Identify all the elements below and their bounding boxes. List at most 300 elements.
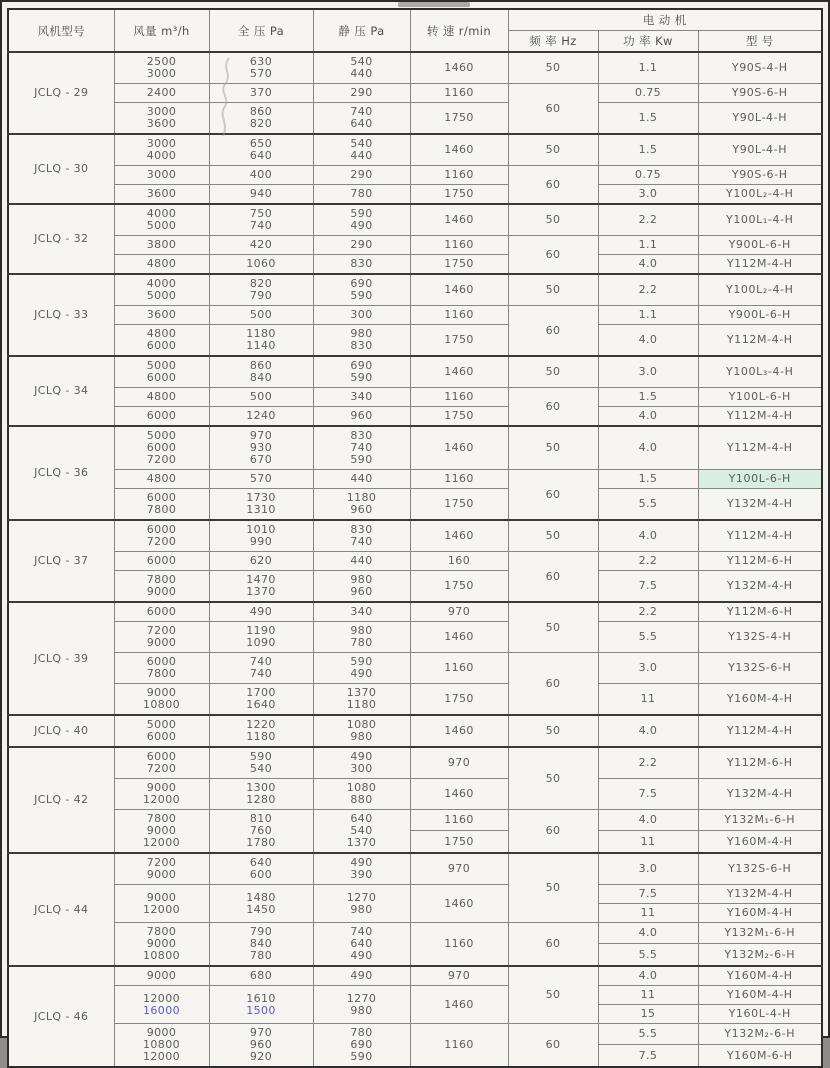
static-pressure-cell-value: 540 [350,824,373,837]
static-pressure-cell-value: 390 [350,868,373,881]
total-pressure-cell-value: 1300 [246,781,276,794]
static-pressure-cell-value: 1370 [346,686,377,699]
total-pressure-cell-value: 1010 [246,523,276,536]
air-volume-cell-value: 6000 [146,441,177,454]
total-pressure-cell-value: 590 [249,750,273,763]
speed-cell: 1460 [410,274,508,306]
motor-model-cell: Y112M-4-H [698,426,822,470]
air-volume-cell-value: 7800 [146,812,177,825]
power-cell: 2.2 [598,602,698,622]
static-pressure-cell-value: 980 [350,730,373,743]
total-pressure-cell [209,684,313,716]
total-pressure-cell-value: 1090 [246,636,276,649]
speed-cell: 1750 [410,571,508,603]
frequency-cell: 50 [508,134,598,166]
total-pressure-cell-value: 570 [249,67,273,80]
total-pressure-cell-value: 420 [249,238,273,251]
motor-model-cell: Y100L-6-H [698,388,822,407]
motor-model-cell: Y112M-4-H [698,407,822,427]
total-pressure-cell [209,274,313,306]
speed-cell: 970 [410,966,508,986]
total-pressure-cell-value: 680 [249,969,273,982]
power-cell: 7.5 [598,779,698,810]
motor-model-cell: Y90L-4-H [698,134,822,166]
power-cell: 11 [598,904,698,923]
speed-cell: 1750 [410,185,508,205]
static-pressure-cell-value: 590 [350,655,373,668]
total-pressure-cell-value: 400 [249,168,273,181]
total-pressure-cell-value: 840 [249,937,273,950]
static-pressure-cell [313,426,410,470]
static-pressure-cell-value: 980 [350,327,373,340]
motor-model-cell: Y160M-4-H [698,904,822,923]
air-volume-cell-value: 7800 [146,925,177,938]
air-volume-cell-value: 10800 [143,698,180,711]
motor-model-cell: Y132S-6-H [698,853,822,885]
total-pressure-cell-value: 630 [249,55,273,68]
air-volume-cell [114,388,209,407]
power-cell: 4.0 [598,923,698,944]
motor-model-cell: Y112M-4-H [698,520,822,552]
static-pressure-cell-value: 1370 [346,836,377,849]
power-cell: 15 [598,1005,698,1024]
static-pressure-cell-value: 590 [350,371,373,384]
static-pressure-cell-value: 300 [350,308,373,321]
power-cell: 1.5 [598,134,698,166]
air-volume-cell-value: 9000 [146,1026,177,1039]
speed-cell: 970 [410,747,508,779]
air-volume-cell-value: 5000 [146,219,177,232]
power-cell: 7.5 [598,1045,698,1067]
static-pressure-cell-value: 640 [350,117,373,130]
static-pressure-cell-value: 490 [350,949,373,962]
total-pressure-cell [209,204,313,236]
air-volume-cell-value: 12000 [143,793,180,806]
air-volume-cell [114,684,209,716]
air-volume-cell [114,185,209,205]
total-pressure-cell-value: 750 [249,207,273,220]
air-volume-cell-value: 12000 [143,902,180,916]
air-volume-cell [114,52,209,84]
frequency-cell: 50 [508,602,598,653]
power-cell: 5.5 [598,622,698,653]
power-cell: 3.0 [598,356,698,388]
total-pressure-cell [209,185,313,205]
speed-cell: 1160 [410,236,508,255]
power-cell: 4.0 [598,407,698,427]
static-pressure-cell [313,134,410,166]
total-pressure-cell-value: 500 [249,390,273,403]
motor-model-cell: Y90S-6-H [698,84,822,103]
power-cell: 1.5 [598,103,698,135]
total-pressure-cell-value: 860 [249,359,273,372]
motor-model-cell: Y900L-6-H [698,236,822,255]
speed-cell: 1750 [410,325,508,357]
power-cell: 1.1 [598,306,698,325]
static-pressure-cell [313,52,410,84]
air-volume-cell [114,407,209,427]
frequency-cell: 60 [508,470,598,521]
power-cell: 4.0 [598,255,698,275]
frequency-cell: 50 [508,356,598,388]
static-pressure-cell [313,103,410,135]
frequency-cell: 50 [508,204,598,236]
frequency-cell: 60 [508,653,598,716]
total-pressure-cell [209,810,313,854]
motor-model-cell: Y112M-4-H [698,255,822,275]
fan-model-cell: JCLQ - 39 [8,602,114,715]
frequency-cell: 50 [508,747,598,810]
motor-model-cell: Y160M-6-H [698,1045,822,1067]
speed-cell: 1750 [410,103,508,135]
frequency-cell: 50 [508,426,598,470]
power-cell: 1.1 [598,236,698,255]
speed-cell: 1160 [410,470,508,489]
total-pressure-cell-value: 600 [249,868,273,881]
air-volume-cell-value: 9000 [146,937,177,950]
static-pressure-cell-value: 960 [350,503,373,516]
air-volume-cell-value: 7800 [146,503,177,516]
static-pressure-cell-value: 640 [350,812,373,825]
motor-model-cell: Y100L₁-4-H [698,204,822,236]
static-pressure-cell [313,388,410,407]
frequency-cell: 60 [508,84,598,135]
total-pressure-cell-value: 1140 [246,339,276,352]
total-pressure-cell-value: 1470 [246,573,276,586]
fan-model-cell: JCLQ - 37 [8,520,114,602]
total-pressure-cell-value: 640 [249,856,273,869]
static-pressure-cell-value: 960 [350,409,373,422]
static-pressure-cell [313,923,410,967]
power-cell: 1.5 [598,388,698,407]
total-pressure-cell-value: 840 [249,371,273,384]
total-pressure-cell-value: 960 [249,1038,273,1051]
total-pressure-cell [209,489,313,521]
static-pressure-cell-value: 740 [350,441,373,454]
static-pressure-cell [313,185,410,205]
power-cell: 7.5 [598,885,698,904]
motor-model-cell: Y112M-6-H [698,747,822,779]
static-pressure-cell-value: 690 [350,359,373,372]
total-pressure-cell-value: 820 [249,277,273,290]
static-pressure-cell-value: 290 [350,168,373,181]
air-volume-cell [114,426,209,470]
motor-model-cell: Y132M₁-6-H [698,810,822,831]
speed-cell: 1460 [410,986,508,1024]
air-volume-cell-value: 16000 [143,1003,180,1017]
total-pressure-cell [209,52,313,84]
total-pressure-cell [209,236,313,255]
power-cell: 3.0 [598,653,698,684]
power-cell: 5.5 [598,944,698,966]
air-volume-cell [114,84,209,103]
power-cell: 4.0 [598,715,698,747]
air-volume-cell [114,715,209,747]
air-volume-cell-value: 4800 [146,257,177,270]
speed-cell: 1160 [410,653,508,684]
static-pressure-cell [313,885,410,923]
frequency-cell: 50 [508,966,598,1024]
total-pressure-cell [209,779,313,810]
air-volume-cell [114,885,209,923]
static-pressure-cell [313,274,410,306]
speed-cell: 1460 [410,779,508,810]
air-volume-cell-value: 4800 [146,472,177,485]
motor-model-cell: Y160M-4-H [698,684,822,716]
static-pressure-cell [313,325,410,357]
static-pressure-cell-value: 300 [350,762,373,775]
static-pressure-cell-value: 440 [350,554,373,567]
total-pressure-cell-value: 640 [249,149,273,162]
air-volume-cell-value: 5000 [146,289,177,302]
air-volume-cell-value: 3600 [146,187,177,200]
frequency-cell: 60 [508,388,598,427]
static-pressure-cell [313,255,410,275]
header-speed: 转 速 r/min [410,9,508,52]
frequency-cell: 60 [508,1024,598,1068]
total-pressure-cell-value: 1240 [246,409,276,422]
motor-model-cell: Y132M-4-H [698,571,822,603]
motor-model-cell: Y132M-4-H [698,779,822,810]
static-pressure-cell-value: 690 [350,277,373,290]
static-pressure-cell-value: 980 [350,902,373,916]
header-motor: 电 动 机 [508,9,822,31]
total-pressure-cell [209,426,313,470]
static-pressure-cell [313,1024,410,1068]
static-pressure-cell-value: 340 [350,605,373,618]
total-pressure-cell [209,520,313,552]
static-pressure-cell-value: 490 [350,750,373,763]
total-pressure-cell [209,1024,313,1068]
speed-cell: 970 [410,602,508,622]
total-pressure-cell-value: 1180 [246,327,276,340]
total-pressure-cell-value: 790 [249,289,273,302]
motor-model-cell: Y132M₂-6-H [698,944,822,966]
power-cell: 3.0 [598,853,698,885]
total-pressure-cell-value: 990 [249,535,273,548]
static-pressure-cell-value: 290 [350,238,373,251]
power-cell: 4.0 [598,325,698,357]
frequency-cell: 50 [508,52,598,84]
frequency-cell: 60 [508,306,598,357]
frequency-cell: 60 [508,810,598,854]
speed-cell: 1750 [410,831,508,853]
header-fan-model: 风机型号 [8,9,114,52]
static-pressure-cell-value: 290 [350,86,373,99]
static-pressure-cell-value: 780 [350,1026,373,1039]
air-volume-cell-value: 6000 [146,491,177,504]
air-volume-cell-value: 10800 [143,1038,180,1051]
air-volume-cell [114,653,209,684]
frequency-cell: 50 [508,520,598,552]
speed-cell: 1750 [410,407,508,427]
air-volume-cell [114,306,209,325]
air-volume-cell [114,986,209,1024]
header-power: 功 率 Kw [598,31,698,53]
speed-cell: 1460 [410,134,508,166]
total-pressure-cell-value: 1060 [246,257,276,270]
total-pressure-cell [209,986,313,1024]
total-pressure-cell-value: 1190 [246,624,276,637]
frequency-cell: 60 [508,166,598,205]
static-pressure-cell-value: 830 [350,523,373,536]
static-pressure-cell-value: 640 [350,937,373,950]
motor-model-cell: Y90L-4-H [698,103,822,135]
static-pressure-cell [313,747,410,779]
power-cell: 3.0 [598,185,698,205]
air-volume-cell [114,103,209,135]
fan-model-cell: JCLQ - 40 [8,715,114,747]
total-pressure-cell [209,853,313,885]
speed-cell: 1750 [410,255,508,275]
air-volume-cell-value: 7200 [146,535,177,548]
air-volume-cell-value: 6000 [146,554,177,567]
total-pressure-cell-value: 940 [249,187,273,200]
static-pressure-cell-value: 590 [350,453,373,466]
total-pressure-cell [209,552,313,571]
total-pressure-cell [209,747,313,779]
speed-cell: 1460 [410,715,508,747]
static-pressure-cell-value: 540 [350,55,373,68]
total-pressure-cell-value: 1700 [246,686,276,699]
total-pressure-cell [209,923,313,967]
frequency-cell: 50 [508,715,598,747]
scan-smudge-artifact [398,2,470,7]
power-cell: 11 [598,684,698,716]
static-pressure-cell [313,779,410,810]
total-pressure-cell-value: 650 [249,137,273,150]
frequency-cell: 60 [508,552,598,603]
static-pressure-cell-value: 740 [350,105,373,118]
air-volume-cell-value: 9000 [146,686,177,699]
motor-model-cell: Y160M-4-H [698,966,822,986]
total-pressure-cell-value: 540 [249,762,273,775]
static-pressure-cell-value: 340 [350,390,373,403]
motor-model-cell: Y132S-6-H [698,653,822,684]
air-volume-cell [114,810,209,854]
air-volume-cell-value: 6000 [146,409,177,422]
total-pressure-cell-value: 780 [249,949,273,962]
frequency-cell: 60 [508,236,598,275]
power-cell: 7.5 [598,571,698,603]
total-pressure-cell-value: 500 [249,308,273,321]
header-total-pressure: 全 压 Pa [209,9,313,52]
static-pressure-cell [313,571,410,603]
air-volume-cell-value: 3000 [146,168,177,181]
total-pressure-cell-value: 920 [249,1050,273,1063]
static-pressure-cell-value: 980 [350,624,373,637]
motor-model-cell: Y132M₁-6-H [698,923,822,944]
static-pressure-cell-value: 1180 [346,698,377,711]
motor-model-cell: Y160M-4-H [698,831,822,853]
air-volume-cell [114,274,209,306]
static-pressure-cell-value: 1270 [346,890,377,904]
motor-model-cell: Y132M-4-H [698,489,822,521]
air-volume-cell [114,356,209,388]
static-pressure-cell-value: 490 [350,667,373,680]
air-volume-cell-value: 6000 [146,730,177,743]
total-pressure-cell [209,325,313,357]
total-pressure-cell-value: 820 [249,117,273,130]
total-pressure-cell-value: 570 [249,472,273,485]
power-cell: 1.5 [598,470,698,489]
table-header [8,9,822,52]
static-pressure-cell-value: 830 [350,339,373,352]
static-pressure-cell-value: 880 [350,793,373,806]
air-volume-cell [114,923,209,967]
power-cell: 4.0 [598,810,698,831]
header-motor-model: 型 号 [698,31,822,53]
total-pressure-cell-value: 760 [249,824,273,837]
speed-cell: 1460 [410,426,508,470]
static-pressure-cell-value: 960 [350,585,373,598]
total-pressure-cell-value: 790 [249,925,273,938]
static-pressure-cell [313,552,410,571]
static-pressure-cell [313,715,410,747]
air-volume-cell-value: 3600 [146,117,177,130]
power-cell: 0.75 [598,166,698,185]
total-pressure-cell-value: 1610 [246,991,276,1005]
air-volume-cell [114,236,209,255]
speed-cell: 160 [410,552,508,571]
air-volume-cell-value: 4800 [146,390,177,403]
air-volume-cell-value: 4000 [146,207,177,220]
air-volume-cell [114,470,209,489]
total-pressure-cell [209,103,313,135]
fan-model-cell: JCLQ - 46 [8,966,114,1067]
power-cell: 1.1 [598,52,698,84]
air-volume-cell [114,779,209,810]
air-volume-cell-value: 9000 [146,585,177,598]
power-cell: 2.2 [598,274,698,306]
static-pressure-cell-value: 690 [350,1038,373,1051]
air-volume-cell [114,602,209,622]
fan-model-cell: JCLQ - 42 [8,747,114,853]
total-pressure-cell [209,602,313,622]
static-pressure-cell-value: 780 [350,187,373,200]
total-pressure-cell [209,306,313,325]
static-pressure-cell-value: 740 [350,535,373,548]
air-volume-cell [114,166,209,185]
static-pressure-cell-value: 490 [350,969,373,982]
motor-model-cell: Y160L-4-H [698,1005,822,1024]
total-pressure-cell-value: 670 [249,453,273,466]
air-volume-cell-value: 6000 [146,750,177,763]
air-volume-cell-value: 7200 [146,624,177,637]
motor-model-cell: Y90S-6-H [698,166,822,185]
air-volume-cell-value: 9000 [146,969,177,982]
total-pressure-cell-value: 370 [249,86,273,99]
air-volume-cell [114,571,209,603]
speed-cell: 1750 [410,684,508,716]
total-pressure-cell [209,166,313,185]
static-pressure-cell [313,520,410,552]
total-pressure-cell-value: 930 [249,441,273,454]
speed-cell: 1460 [410,885,508,923]
static-pressure-cell-value: 740 [350,925,373,938]
total-pressure-cell-value: 810 [249,812,273,825]
fan-model-cell: JCLQ - 44 [8,853,114,966]
air-volume-cell-value: 7200 [146,762,177,775]
static-pressure-cell [313,489,410,521]
static-pressure-cell [313,602,410,622]
air-volume-cell-value: 10800 [143,949,180,962]
speed-cell: 1160 [410,923,508,967]
total-pressure-cell-value: 1640 [246,698,276,711]
total-pressure-cell-value: 620 [249,554,273,567]
speed-cell: 970 [410,853,508,885]
total-pressure-cell [209,407,313,427]
